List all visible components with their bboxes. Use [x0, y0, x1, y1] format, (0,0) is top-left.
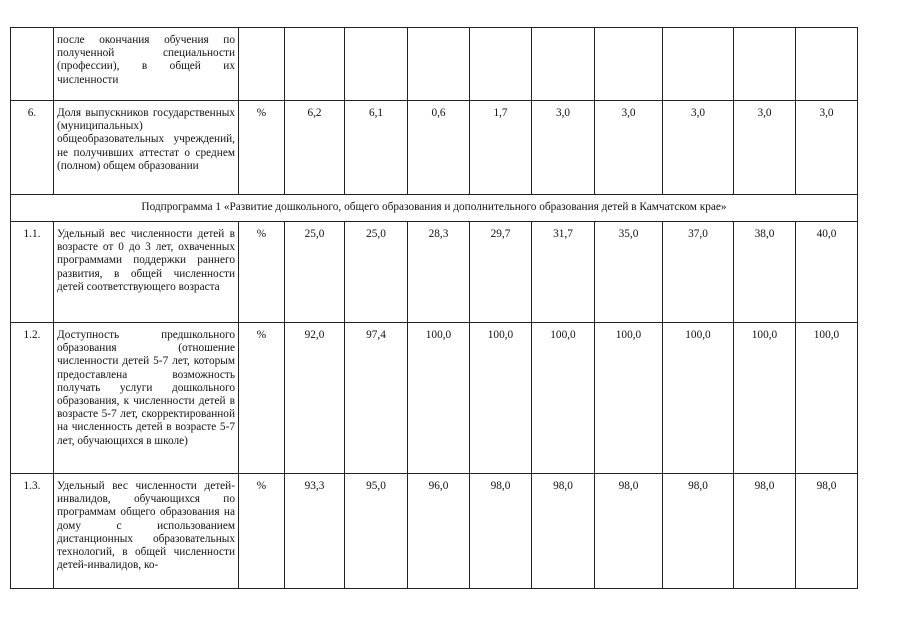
- table-body: [11, 28, 858, 589]
- value-cell: 100,0: [796, 323, 858, 474]
- value-cell: 98,0: [532, 474, 595, 589]
- table-row: [11, 222, 858, 323]
- subprogram-title: Подпрограмма 1 «Развитие дошкольного, общего образования и дополнительного образования детей в Камчатском крае»: [11, 195, 858, 222]
- value-cell: 92,0: [285, 323, 345, 474]
- value-cell: 100,0: [408, 323, 470, 474]
- value-cell: [408, 28, 470, 101]
- value-cell: 35,0: [595, 222, 663, 323]
- value-cell: 97,4: [345, 323, 408, 474]
- indicator-description: Удельный вес численности детей-инвалидов, обучающихся по программам общего образования на дому с использованием дистанционных образовательных технологий, в общей численности детей-инвалидов, ко-: [54, 474, 239, 589]
- indicator-description: Доля выпускников государственных (муниципальных) общеобразовательных учреждений, не получивших аттестат о среднем (полном) общем образовании: [54, 101, 239, 195]
- value-cell: 100,0: [470, 323, 532, 474]
- value-cell: 29,7: [470, 222, 532, 323]
- indicator-description: Удельный вес численности детей в возрасте от 0 до 3 лет, охваченных программами поддержки раннего развития, в общей численности детей соответствующего возраста: [54, 222, 239, 323]
- value-cell: [796, 28, 858, 101]
- value-cell: 40,0: [796, 222, 858, 323]
- value-cell: 3,0: [663, 101, 734, 195]
- value-cell: 28,3: [408, 222, 470, 323]
- value-cell: 93,3: [285, 474, 345, 589]
- value-cell: 1,7: [470, 101, 532, 195]
- value-cell: 98,0: [595, 474, 663, 589]
- row-number: 1.2.: [11, 323, 54, 474]
- value-cell: 0,6: [408, 101, 470, 195]
- value-cell: 3,0: [532, 101, 595, 195]
- value-cell: [285, 28, 345, 101]
- value-cell: 3,0: [734, 101, 796, 195]
- table-row: [11, 28, 858, 101]
- value-cell: 3,0: [595, 101, 663, 195]
- value-cell: [734, 28, 796, 101]
- value-cell: 37,0: [663, 222, 734, 323]
- unit-cell: %: [239, 323, 285, 474]
- value-cell: 38,0: [734, 222, 796, 323]
- table-row: [11, 101, 858, 195]
- row-number: 1.3.: [11, 474, 54, 589]
- row-number: 1.1.: [11, 222, 54, 323]
- table-row: [11, 474, 858, 589]
- row-number: 6.: [11, 101, 54, 195]
- unit-cell: %: [239, 474, 285, 589]
- value-cell: 96,0: [408, 474, 470, 589]
- indicator-description: Доступность предшкольного образования (отношение численности детей 5-7 лет, которым предоставлена возможность получать услуги дошкольного образования, к численности детей в возрасте 5-7 лет, скорректированной на численность детей в возрасте 5-7 лет, обучающихся в школе): [54, 323, 239, 474]
- indicators-table: [10, 27, 858, 589]
- indicator-description: после окончания обучения по полученной специальности (профессии), в общей их численности: [54, 28, 239, 101]
- value-cell: [470, 28, 532, 101]
- unit-cell: %: [239, 101, 285, 195]
- value-cell: 6,1: [345, 101, 408, 195]
- unit-cell: %: [239, 222, 285, 323]
- value-cell: 98,0: [734, 474, 796, 589]
- value-cell: 98,0: [796, 474, 858, 589]
- value-cell: 100,0: [532, 323, 595, 474]
- value-cell: [345, 28, 408, 101]
- value-cell: 98,0: [470, 474, 532, 589]
- value-cell: 25,0: [345, 222, 408, 323]
- unit-cell: [239, 28, 285, 101]
- table-row: [11, 323, 858, 474]
- value-cell: 98,0: [663, 474, 734, 589]
- value-cell: 100,0: [734, 323, 796, 474]
- value-cell: 100,0: [663, 323, 734, 474]
- value-cell: 95,0: [345, 474, 408, 589]
- value-cell: 25,0: [285, 222, 345, 323]
- value-cell: 6,2: [285, 101, 345, 195]
- value-cell: [595, 28, 663, 101]
- subprogram-row: [11, 195, 858, 222]
- value-cell: 3,0: [796, 101, 858, 195]
- row-number: [11, 28, 54, 101]
- value-cell: [532, 28, 595, 101]
- value-cell: [663, 28, 734, 101]
- value-cell: 100,0: [595, 323, 663, 474]
- value-cell: 31,7: [532, 222, 595, 323]
